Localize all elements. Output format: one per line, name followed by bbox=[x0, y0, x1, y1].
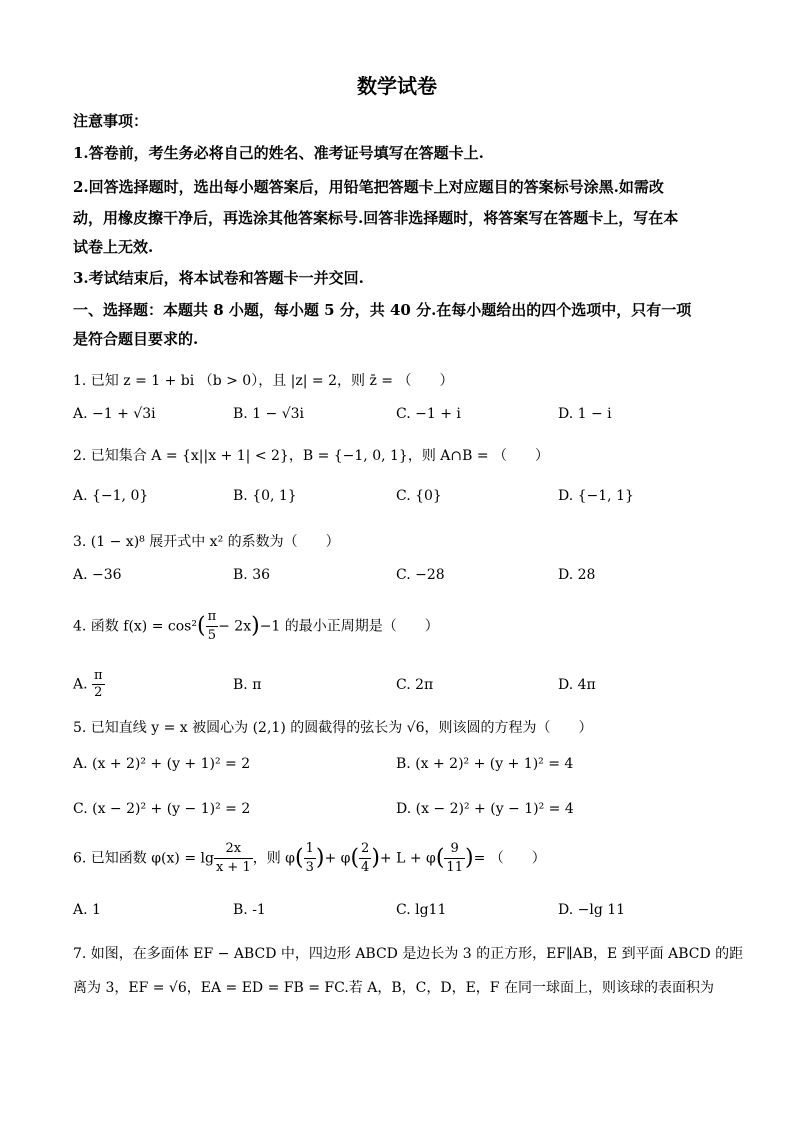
question-5-option-c: C. (x − 2)² + (y − 1)² = 2 bbox=[73, 801, 251, 817]
question-6-arg-3-numerator: 9 bbox=[444, 840, 465, 859]
question-4-stem: 4. 函数 f(x) = cos²( $\frac{\pi}{5}$ − 2x)−1 的最小正周期是（ ） bbox=[73, 609, 439, 643]
question-6-function-denominator: x + 1 bbox=[215, 860, 251, 875]
notice-item-3: 3.考试结束后，将本试卷和答题卡一并交回. bbox=[73, 269, 364, 287]
question-6-arg-2-denominator: 4 bbox=[361, 860, 370, 875]
question-1-option-c: C. −1 + i bbox=[396, 406, 461, 422]
question-5-option-d: D. (x − 2)² + (y − 1)² = 4 bbox=[396, 801, 574, 817]
question-6-option-b: B. -1 bbox=[233, 902, 266, 918]
question-1-option-d: D. 1 − i bbox=[558, 406, 612, 422]
question-7-line-1: 7. 如图，在多面体 EF − ABCD 中，四边形 ABCD 是边长为 3 的正方形，EF∥AB，E 到平面 ABCD 的距 bbox=[73, 946, 744, 962]
question-4-fraction bbox=[206, 608, 219, 645]
section-heading-line-2: 是符合题目要求的. bbox=[73, 330, 199, 348]
question-6-stem-mid: ，则 φ bbox=[252, 850, 295, 867]
notice-item-2-line-2: 动，用橡皮擦干净后，再选涂其他答案标号.回答非选择题时，将答案写在答题卡上，写在本 bbox=[73, 209, 679, 227]
question-6-stem: 6. 已知函数 φ(x) = lg $\frac{2x}{x + 1}$ ，则 φ( $\frac{1}{3}$ )+ φ( $\frac{2}{4}$ )+ L + φ( $\frac{9}{11}$ )= （ ） bbox=[73, 841, 546, 875]
notice-heading: 注意事项： bbox=[73, 112, 149, 130]
question-6-option-a: A. 1 bbox=[73, 902, 101, 918]
question-4-stem-suffix: −1 的最小正周期是（ ） bbox=[259, 618, 439, 635]
question-4-option-d: D. 4π bbox=[558, 677, 596, 693]
question-1-option-b: B. 1 − √3i bbox=[233, 406, 305, 422]
question-1-option-a: A. −1 + √3i bbox=[73, 406, 156, 422]
question-3-stem: 3. (1 − x)⁸ 展开式中 x² 的系数为（ ） bbox=[73, 534, 340, 550]
question-4-option-a-numerator: π bbox=[94, 668, 103, 683]
question-6-option-d: D. −lg 11 bbox=[558, 902, 626, 918]
notice-item-1: 1.答卷前，考生务必将自己的姓名、准考证号填写在答题卡上. bbox=[73, 144, 484, 162]
question-6-arg-1-denominator: 3 bbox=[305, 860, 314, 875]
question-6-arg-2 bbox=[359, 840, 371, 877]
question-3-option-b: B. 36 bbox=[233, 567, 271, 583]
question-3-option-c: C. −28 bbox=[396, 567, 445, 583]
question-2-option-c: C. {0} bbox=[396, 488, 442, 504]
question-4-fraction-numerator: π bbox=[206, 608, 219, 627]
question-4-option-a bbox=[73, 668, 105, 701]
question-3-option-a: A. −36 bbox=[73, 567, 122, 583]
notice-item-2-line-1: 2.回答选择题时，选出每小题答案后，用铅笔把答题卡上对应题目的答案标号涂黑.如需改 bbox=[73, 178, 664, 196]
question-5-stem: 5. 已知直线 y = x 被圆心为 (2,1) 的圆截得的弦长为 √6，则该圆的方程为（ ） bbox=[73, 720, 593, 736]
question-6-arg-3-denominator: 11 bbox=[446, 860, 463, 875]
question-6-arg-1-numerator: 1 bbox=[304, 840, 316, 859]
page-title: 数学试卷 bbox=[357, 74, 437, 98]
question-5-option-a: A. (x + 2)² + (y + 1)² = 2 bbox=[73, 756, 251, 772]
question-6-plus-1: + φ bbox=[324, 850, 351, 867]
question-6-arg-1 bbox=[304, 840, 316, 877]
question-3-option-d: D. 28 bbox=[558, 567, 596, 583]
question-4-fraction-tail: − 2x bbox=[218, 618, 252, 635]
question-4-stem-prefix: 4. 函数 f(x) = cos² bbox=[73, 618, 197, 635]
question-6-stem-suffix: = （ ） bbox=[473, 850, 546, 867]
question-6-arg-3 bbox=[444, 840, 465, 877]
question-4-option-b: B. π bbox=[233, 677, 262, 693]
question-6-arg-2-numerator: 2 bbox=[359, 840, 371, 859]
question-6-function-numerator: 2x bbox=[214, 840, 253, 859]
question-6-function-fraction bbox=[214, 840, 253, 877]
section-heading-line-1: 一、选择题：本题共 8 小题，每小题 5 分，共 40 分.在每小题给出的四个选项中，只有一项 bbox=[73, 301, 692, 319]
question-2-option-a: A. {−1, 0} bbox=[73, 488, 149, 504]
question-2-option-b: B. {0, 1} bbox=[233, 488, 297, 504]
question-1-stem: 1. 已知 z = 1 + bi （b > 0），且 |z| = 2，则 z̄ = （ ） bbox=[73, 373, 454, 389]
question-4-fraction-denominator: 5 bbox=[207, 628, 216, 643]
notice-item-2-line-3: 试卷上无效. bbox=[73, 238, 154, 256]
question-6-plus-2: + L + φ bbox=[379, 850, 436, 867]
question-2-stem: 2. 已知集合 A = {x||x + 1| < 2}，B = {−1, 0, 1}，则 A∩B = （ ） bbox=[73, 448, 550, 464]
question-5-option-b: B. (x + 2)² + (y + 1)² = 4 bbox=[396, 756, 574, 772]
question-4-option-c: C. 2π bbox=[396, 677, 434, 693]
question-4-option-a-denominator: 2 bbox=[94, 685, 103, 700]
question-2-option-d: D. {−1, 1} bbox=[558, 488, 634, 504]
question-4-option-a-fraction bbox=[92, 668, 105, 701]
question-6-stem-prefix: 6. 已知函数 φ(x) = lg bbox=[73, 850, 214, 867]
question-7-line-2: 离为 3，EF = √6，EA = ED = FB = FC.若 A，B，C，D，E，F 在同一球面上，则该球的表面积为 bbox=[73, 980, 714, 996]
question-6-option-c: C. lg11 bbox=[396, 902, 447, 918]
question-4-option-a-label: A. bbox=[73, 676, 88, 693]
